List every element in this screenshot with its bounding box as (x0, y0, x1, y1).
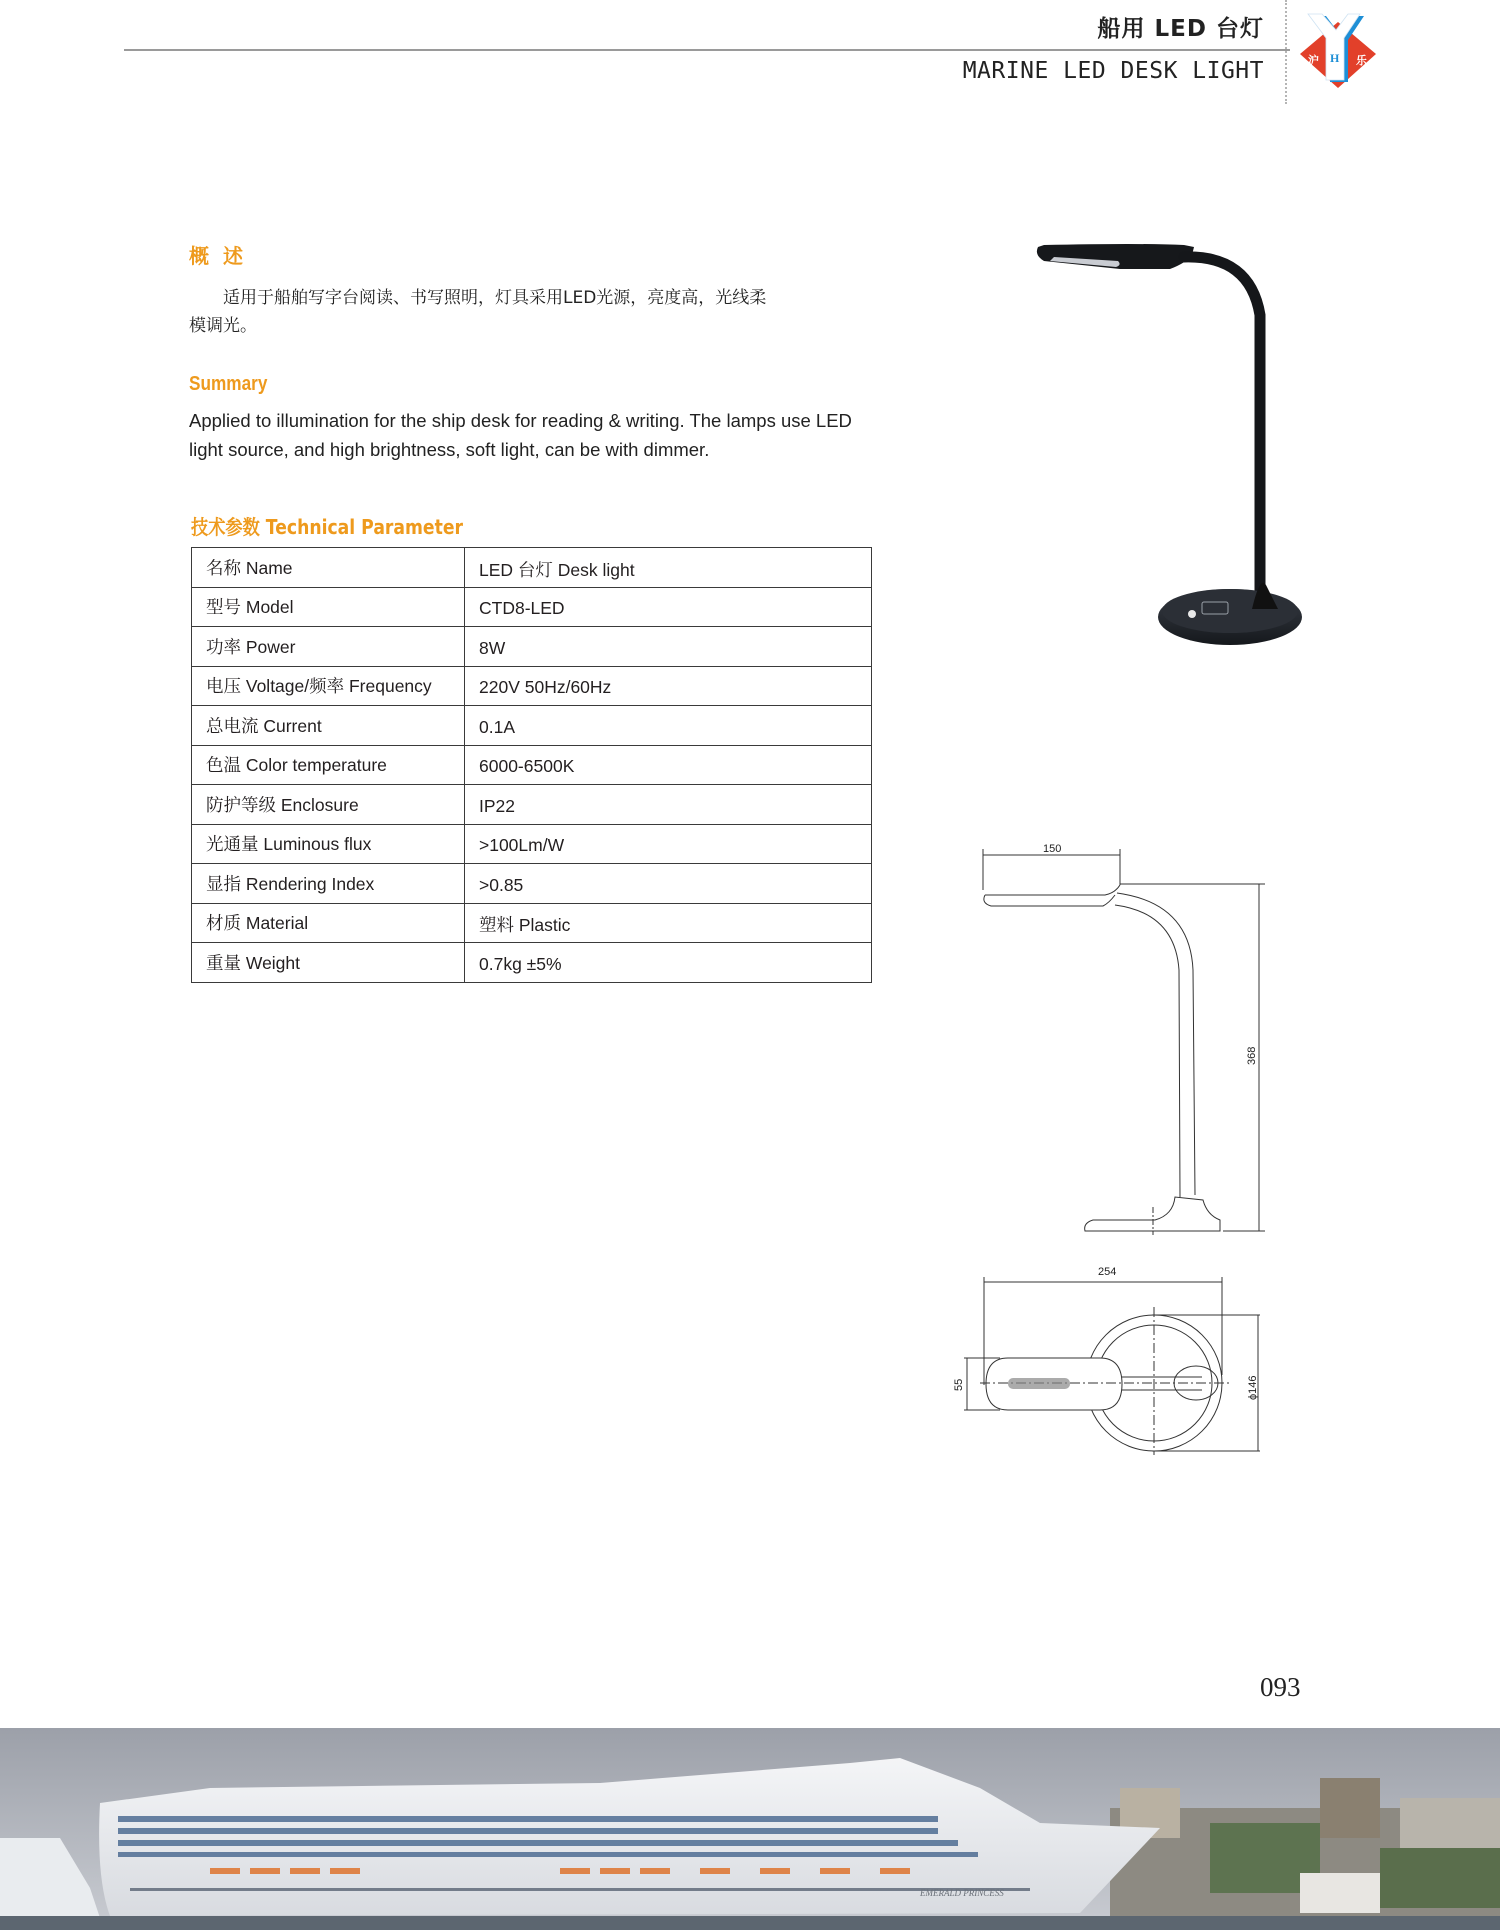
spec-value: >100Lm/W (465, 824, 872, 864)
table-row (192, 745, 872, 785)
spec-label: 功率 Power (192, 627, 465, 667)
header-title-en: MARINE LED DESK LIGHT (962, 58, 1264, 84)
overview-line-2: 模调光。 (189, 316, 257, 336)
table-row (192, 706, 872, 746)
spec-value: 6000-6500K (465, 745, 872, 785)
svg-text:55: 55 (953, 1378, 965, 1391)
spec-value: 0.7kg ±5% (465, 943, 872, 983)
spec-label: 名称 Name (192, 548, 465, 588)
overview-line-1: 适用于船舶写字台阅读、书写照明，灯具采用LED光源，亮度高，光线柔 (223, 288, 767, 308)
spec-value: 塑料 Plastic (465, 903, 872, 943)
spec-label: 重量 Weight (192, 943, 465, 983)
table-row (192, 548, 872, 588)
spec-label: 光通量 Luminous flux (192, 824, 465, 864)
cruise-ship-banner-photo (0, 1728, 1500, 1930)
spec-value: IP22 (465, 785, 872, 825)
spec-label: 色温 Color temperature (192, 745, 465, 785)
spec-value: >0.85 (465, 864, 872, 904)
table-row (192, 824, 872, 864)
table-row (192, 943, 872, 983)
spec-value: 0.1A (465, 706, 872, 746)
spec-value: 220V 50Hz/60Hz (465, 666, 872, 706)
spec-value: CTD8-LED (465, 587, 872, 627)
yh-company-logo-icon (1296, 10, 1380, 90)
svg-text:150: 150 (1043, 843, 1062, 855)
summary-title: Summary (189, 373, 268, 395)
table-row (192, 785, 872, 825)
spec-value: LED 台灯 Desk light (465, 548, 872, 588)
overview-body-cn (189, 284, 774, 340)
table-row (192, 903, 872, 943)
svg-text:沪: 沪 (1308, 54, 1319, 67)
table-row (192, 627, 872, 667)
spec-label: 显指 Rendering Index (192, 864, 465, 904)
table-row (192, 864, 872, 904)
svg-text:368: 368 (1246, 1046, 1258, 1065)
svg-text:H: H (1330, 51, 1340, 65)
svg-text:ϕ146: ϕ146 (1247, 1375, 1259, 1400)
header-dotted-divider (1285, 0, 1287, 104)
header-rule (124, 49, 1290, 51)
spec-value: 8W (465, 627, 872, 667)
page-number: 093 (1260, 1672, 1301, 1702)
overview-title-cn: 概述 (189, 244, 257, 268)
top-view-drawing (940, 1255, 1280, 1455)
spec-label: 电压 Voltage/频率 Frequency (192, 666, 465, 706)
side-view-drawing (975, 835, 1275, 1235)
svg-text:254: 254 (1098, 1266, 1117, 1278)
header-title-cn: 船用 LED 台灯 (1097, 16, 1264, 42)
table-row (192, 666, 872, 706)
svg-text:乐: 乐 (1356, 54, 1367, 67)
svg-text:EMERALD PRINCESS: EMERALD PRINCESS (920, 1888, 1004, 1898)
spec-label: 材质 Material (192, 903, 465, 943)
spec-label: 总电流 Current (192, 706, 465, 746)
technical-parameter-title: 技术参数 Technical Parameter (191, 515, 463, 539)
spec-table (191, 547, 872, 983)
summary-body: Applied to illumination for the ship desk for reading & writing. The lamps use LED light source, and high brightness, soft light, can be with dimmer. (189, 410, 852, 460)
spec-label: 防护等级 Enclosure (192, 785, 465, 825)
table-row (192, 587, 872, 627)
spec-label: 型号 Model (192, 587, 465, 627)
desk-lamp-photo (1020, 225, 1360, 655)
